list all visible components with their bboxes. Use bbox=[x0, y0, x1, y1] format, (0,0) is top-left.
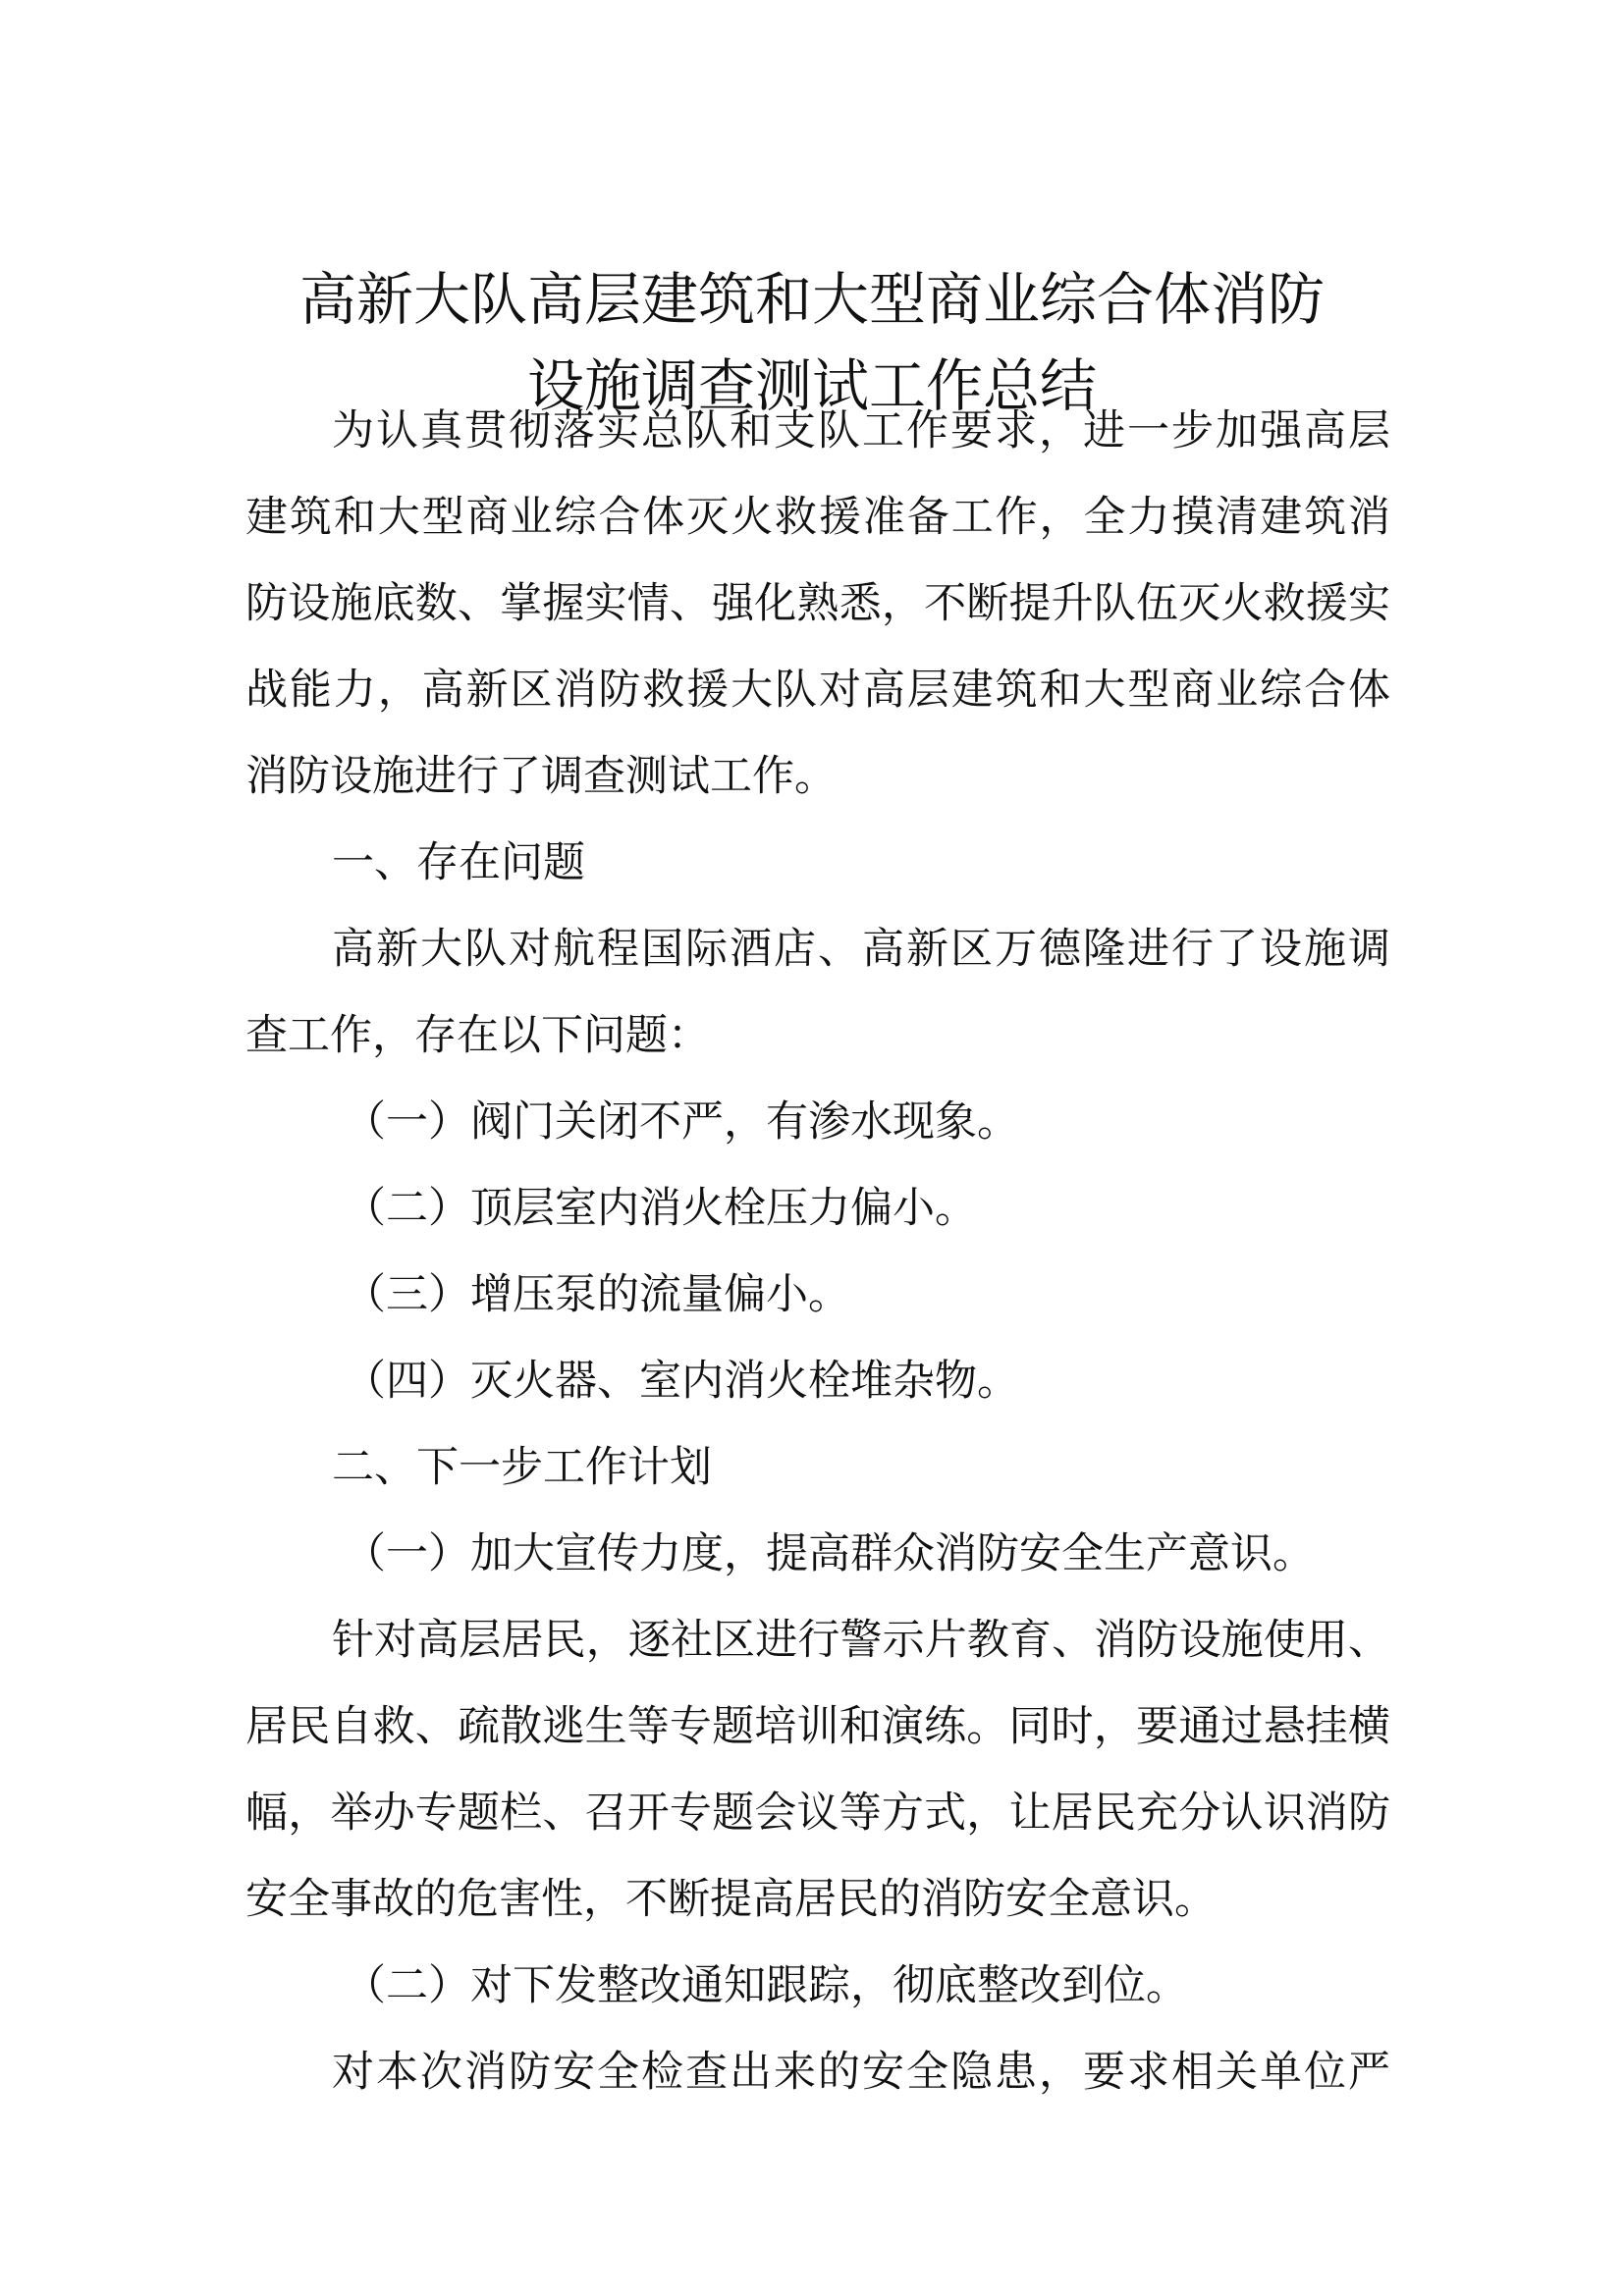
paragraph-line: 防设施底数、掌握实情、强化熟悉，不断提升队伍灭火救援实 bbox=[245, 579, 1390, 628]
paragraph-line: 消防设施进行了调查测试工作。 bbox=[245, 752, 837, 801]
list-item: （三）增压泵的流量偏小。 bbox=[344, 1270, 850, 1319]
sub-heading: （一）加大宣传力度，提高群众消防安全生产意识。 bbox=[344, 1529, 1315, 1578]
paragraph-line: 为认真贯彻落实总队和支队工作要求，进一步加强高层 bbox=[332, 406, 1390, 455]
section-heading: 一、存在问题 bbox=[332, 838, 585, 887]
list-item: （一）阀门关闭不严，有渗水现象。 bbox=[344, 1097, 1019, 1147]
paragraph-line: 高新大队对航程国际酒店、高新区万德隆进行了设施调 bbox=[332, 925, 1390, 974]
document-body bbox=[245, 388, 1390, 2115]
paragraph-line: 战能力，高新区消防救援大队对高层建筑和大型商业综合体 bbox=[245, 666, 1390, 715]
document-title-line-1: 高新大队高层建筑和大型商业综合体消防 bbox=[298, 265, 1325, 333]
paragraph-line: 针对高层居民，逐社区进行警示片教育、消防设施使用、 bbox=[332, 1616, 1390, 1665]
document-title-line-2: 设施调查测试工作总结 bbox=[526, 351, 1097, 419]
paragraph-line: 安全事故的危害性，不断提高居民的消防安全意识。 bbox=[245, 1875, 1217, 1924]
section-heading: 二、下一步工作计划 bbox=[332, 1443, 712, 1492]
list-item: （四）灭火器、室内消火栓堆杂物。 bbox=[344, 1357, 1019, 1406]
paragraph-line: 居民自救、疏散逃生等专题培训和演练。同时，要通过悬挂横 bbox=[245, 1702, 1390, 1751]
paragraph-line: 建筑和大型商业综合体灭火救援准备工作，全力摸清建筑消 bbox=[245, 493, 1390, 542]
paragraph-line: 幅，举办专题栏、召开专题会议等方式，让居民充分认识消防 bbox=[245, 1789, 1390, 1838]
paragraph-line: 查工作，存在以下问题： bbox=[245, 1011, 710, 1060]
list-item: （二）顶层室内消火栓压力偏小。 bbox=[344, 1184, 977, 1233]
paragraph-line: 对本次消防安全检查出来的安全隐患，要求相关单位严 bbox=[332, 2048, 1390, 2097]
sub-heading: （二）对下发整改通知跟踪，彻底整改到位。 bbox=[344, 1961, 1188, 2010]
